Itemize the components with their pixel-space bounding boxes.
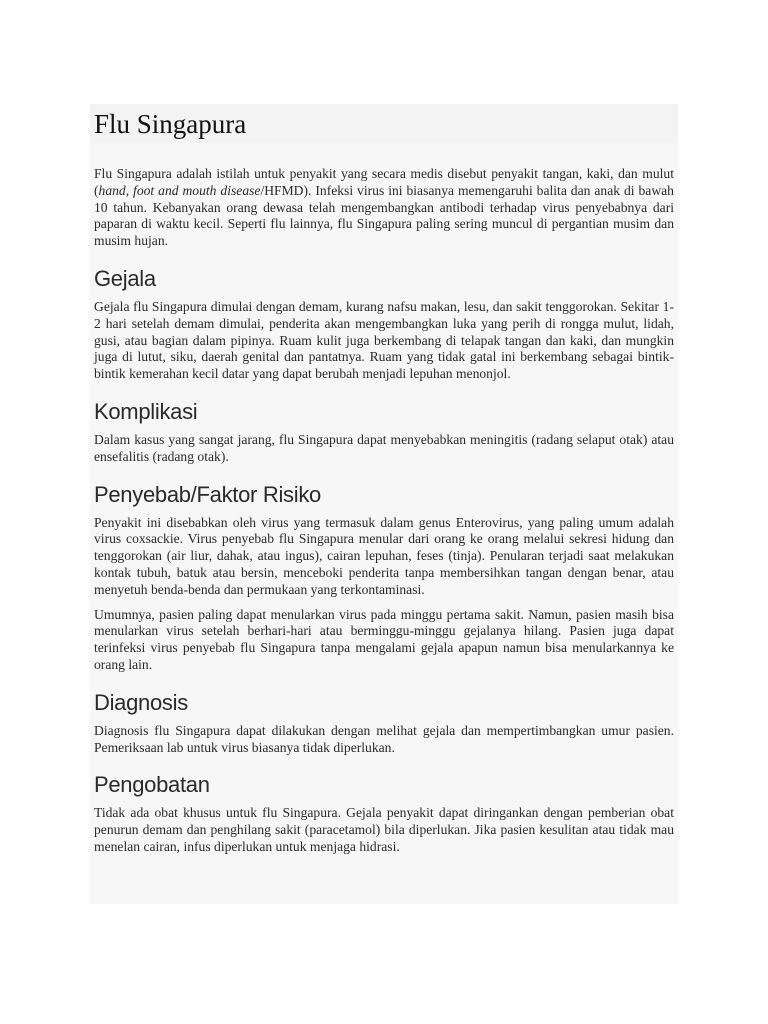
section-heading-pengobatan: Pengobatan [94, 772, 210, 798]
gejala-paragraph: Gejala flu Singapura dimulai dengan demam, kurang nafsu makan, lesu, dan sakit tenggorokan. Sekitar 1-2 hari setelah demam dimulai, penderita akan mengembangkan luka yang perih di rongga mulut, lidah, gusi, atau bagian dalam pipinya. Ruam kulit juga berkembang di telapak tangan dan kaki, dan mungkin juga di lutut, siku, daerah genital dan pantatnya. Ruam yang tidak gatal ini berkembang sebagai bintik-bintik kemerahan kecil datar yang dapat berubah menjadi lepuhan menonjol. [94, 298, 674, 382]
intro-italic-term: hand, foot and mouth disease [98, 182, 261, 198]
intro-text-start: Flu Singapura adalah istilah untuk penyakit yang secara medis disebut penyakit tangan, kaki, dan mulut ( [94, 166, 674, 198]
section-heading-penyebab: Penyebab/Faktor Risiko [94, 481, 321, 507]
section-heading-diagnosis: Diagnosis [94, 689, 188, 715]
document-content [90, 104, 678, 904]
pengobatan-paragraph: Tidak ada obat khusus untuk flu Singapura. Gejala penyakit dapat diringankan dengan pemberian obat penurun demam dan penghilang sakit (paracetamol) bila diperlukan. Jika pasien kesulitan atau tidak mau menelan cairan, infus diperlukan untuk menjaga hidrasi. [94, 805, 674, 854]
page-title: Flu Singapura [90, 104, 678, 143]
penyebab-paragraph-1: Penyakit ini disebabkan oleh virus yang termasuk dalam genus Enterovirus, yang paling umum adalah virus coxsackie. Virus penyebab flu Singapura menular dari orang ke orang melalui sekresi hidung dan tenggorokan (air liur, dahak, atau ingus), cairan lepuhan, feses (tinja). Penularan terjadi saat melakukan kontak tubuh, batuk atau bersin, menceboki penderita tanpa membersihkan tangan dengan benar, atau menyetuh benda-benda dan permukaan yang terkontaminasi. [94, 514, 674, 597]
section-heading-komplikasi: Komplikasi [94, 398, 198, 424]
komplikasi-paragraph: Dalam kasus yang sangat jarang, flu Singapura dapat menyebabkan meningitis (radang selaput otak) atau ensefalitis (radang otak). [94, 431, 674, 464]
penyebab-paragraph-2: Umumnya, pasien paling dapat menularkan virus pada minggu pertama sakit. Namun, pasien masih bisa menularkan virus setelah berhari-hari atau berminggu-minggu gejalanya hilang. Pasien juga dapat terinfeksi virus penyebab flu Singapura tanpa mengalami gejala apapun namun bisa menularkannya ke orang lain. [94, 606, 674, 672]
intro-paragraph [90, 166, 678, 250]
section-heading-gejala: Gejala [94, 265, 156, 291]
diagnosis-paragraph: Diagnosis flu Singapura dapat dilakukan dengan melihat gejala dan mempertimbangkan umur pasien. Pemeriksaan lab untuk virus biasanya tidak diperlukan. [94, 722, 674, 755]
intro-text-end: /HFMD). Infeksi virus ini biasanya memengaruhi balita dan anak di bawah 10 tahun. Kebanyakan orang dewasa telah mengembangkan antibodi terhadap virus penyebabnya dari paparan di waktu kecil. Seperti flu lainnya, flu Singapura paling sering muncul di pergantian musim dan musim hujan. [94, 182, 674, 249]
